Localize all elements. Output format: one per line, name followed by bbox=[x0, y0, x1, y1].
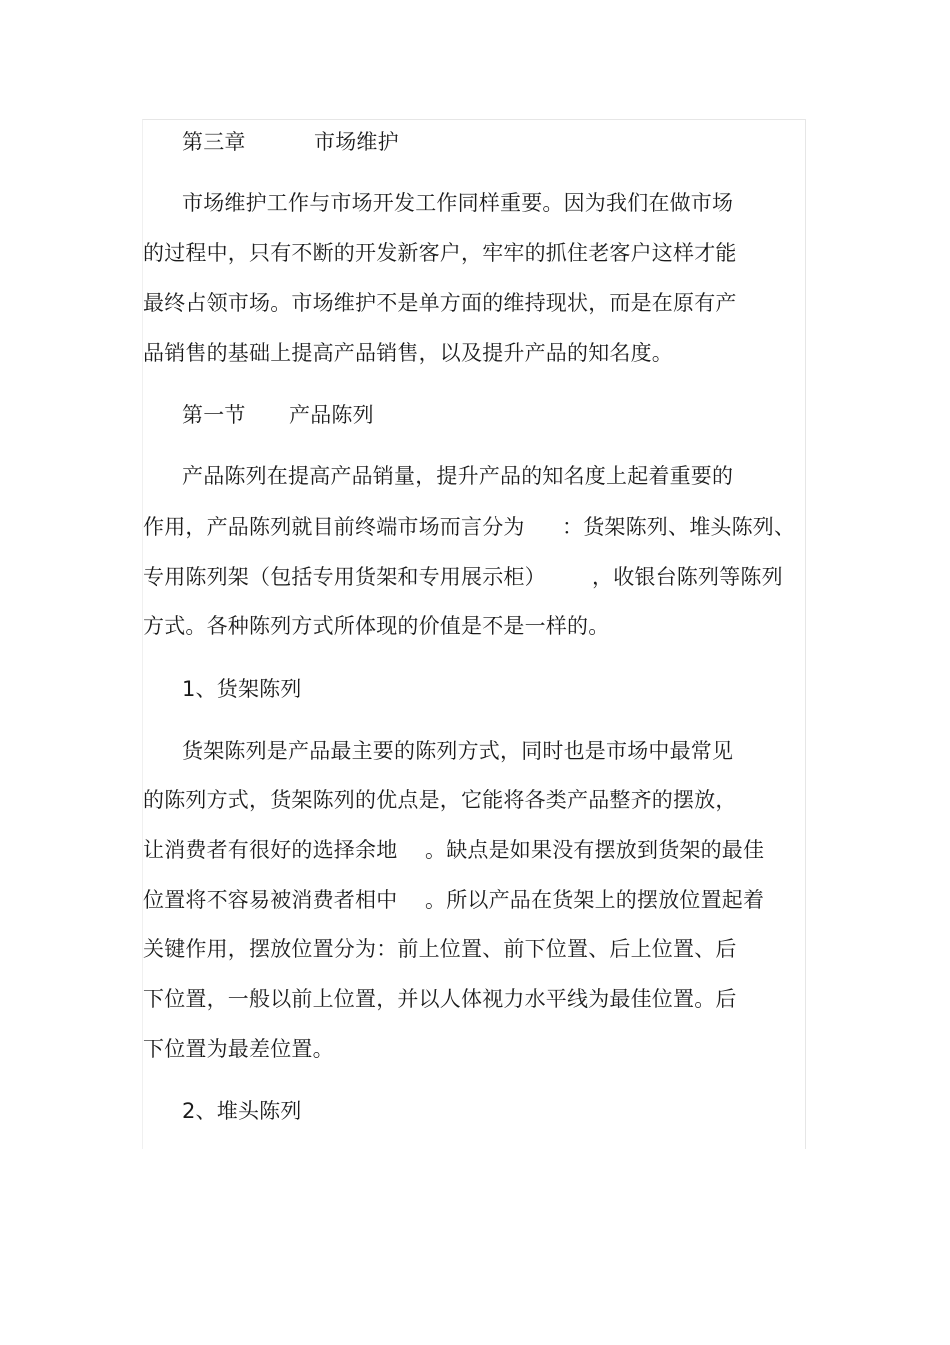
section-number: 第一节 bbox=[182, 403, 246, 427]
subsection-heading: 1、货架陈列 bbox=[182, 677, 302, 701]
intro-line: 最终占领市场。市场维护不是单方面的维持现状，而是在原有产 bbox=[143, 291, 737, 315]
sub1-line: 的陈列方式，货架陈列的优点是，它能将各类产品整齐的摆放， bbox=[143, 788, 737, 812]
sub1-line: 位置将不容易被消费者相中 bbox=[143, 888, 398, 912]
section-body-line: 作用，产品陈列就目前终端市场而言分为 bbox=[143, 515, 525, 539]
sub1-line: 让消费者有很好的选择余地 bbox=[143, 838, 398, 862]
intro-line: 市场维护工作与市场开发工作同样重要。因为我们在做市场 bbox=[182, 191, 734, 215]
sub1-line: 货架陈列是产品最主要的陈列方式，同时也是市场中最常见 bbox=[182, 739, 734, 763]
chapter-number: 第三章 bbox=[182, 130, 246, 154]
section-body-line: ，收银台陈列等陈列 bbox=[592, 565, 783, 589]
intro-line: 的过程中，只有不断的开发新客户，牢牢的抓住老客户这样才能 bbox=[143, 241, 737, 265]
sub1-line: 下位置，一般以前上位置，并以人体视力水平线为最佳位置。后 bbox=[143, 987, 737, 1011]
section-body-line: 产品陈列在提高产品销量，提升产品的知名度上起着重要的 bbox=[182, 464, 734, 488]
sub1-line: 。缺点是如果没有摆放到货架的最佳 bbox=[425, 838, 765, 862]
sub1-line: 。所以产品在货架上的摆放位置起着 bbox=[425, 888, 765, 912]
section-body-line: ：货架陈列、堆头陈列、 bbox=[562, 515, 796, 539]
subsection-heading: 2、堆头陈列 bbox=[182, 1099, 302, 1123]
chapter-title: 市场维护 bbox=[314, 130, 399, 154]
sub1-line: 关键作用，摆放位置分为：前上位置、前下位置、后上位置、后 bbox=[143, 937, 737, 961]
sub1-line: 下位置为最差位置。 bbox=[143, 1037, 334, 1061]
section-body-line: 专用陈列架（包括专用货架和专用展示柜） bbox=[143, 565, 546, 589]
section-title: 产品陈列 bbox=[289, 403, 374, 427]
section-body-line: 方式。各种陈列方式所体现的价值是不是一样的。 bbox=[143, 614, 610, 638]
intro-line: 品销售的基础上提高产品销售，以及提升产品的知名度。 bbox=[143, 341, 673, 365]
